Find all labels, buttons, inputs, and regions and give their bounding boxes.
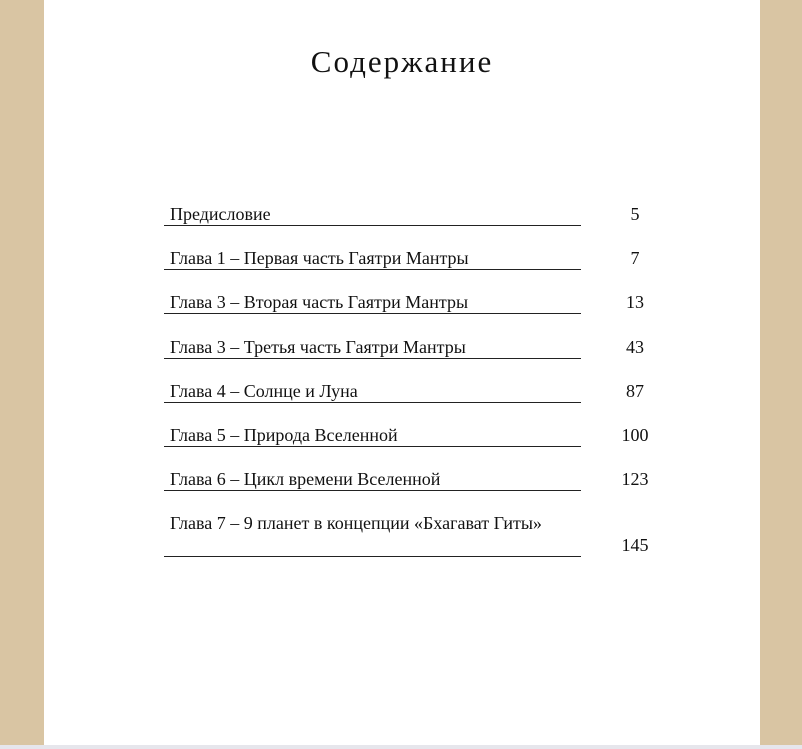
toc-entry-title: Глава 3 – Третья часть Гаятри Мантры xyxy=(170,337,466,357)
toc-page-number: 43 xyxy=(626,337,644,357)
toc-page-number: 13 xyxy=(626,292,644,312)
toc-entry-title: Предисловие xyxy=(170,204,271,224)
toc-page-number: 123 xyxy=(621,469,649,489)
toc-entry-title: Глава 4 – Солнце и Луна xyxy=(170,381,358,401)
toc-underline xyxy=(164,556,581,557)
toc-underline xyxy=(164,269,581,270)
toc-page-number: 100 xyxy=(621,425,649,445)
toc-underline xyxy=(164,358,581,359)
toc-underline xyxy=(164,490,581,491)
toc-page-number: 87 xyxy=(626,381,644,401)
toc-underline xyxy=(164,402,581,403)
toc-entry-title: Глава 7 – 9 планет в концепции «Бхагават Гиты» xyxy=(170,513,542,533)
toc-entry-title: Глава 6 – Цикл времени Вселенной xyxy=(170,469,441,489)
toc-underline xyxy=(164,446,581,447)
toc-underline xyxy=(164,225,581,226)
toc-entry-title: Глава 1 – Первая часть Гаятри Мантры xyxy=(170,248,469,268)
document-page xyxy=(44,0,760,745)
bottom-border xyxy=(0,745,802,749)
toc-page-number: 7 xyxy=(630,248,640,268)
toc-page-number: 145 xyxy=(621,535,649,555)
toc-underline xyxy=(164,313,581,314)
toc-entry-title: Глава 3 – Вторая часть Гаятри Мантры xyxy=(170,292,469,312)
toc-entry-title: Глава 5 – Природа Вселенной xyxy=(170,425,398,445)
page-title: Содержание xyxy=(310,44,494,79)
toc-page-number: 5 xyxy=(630,204,640,224)
